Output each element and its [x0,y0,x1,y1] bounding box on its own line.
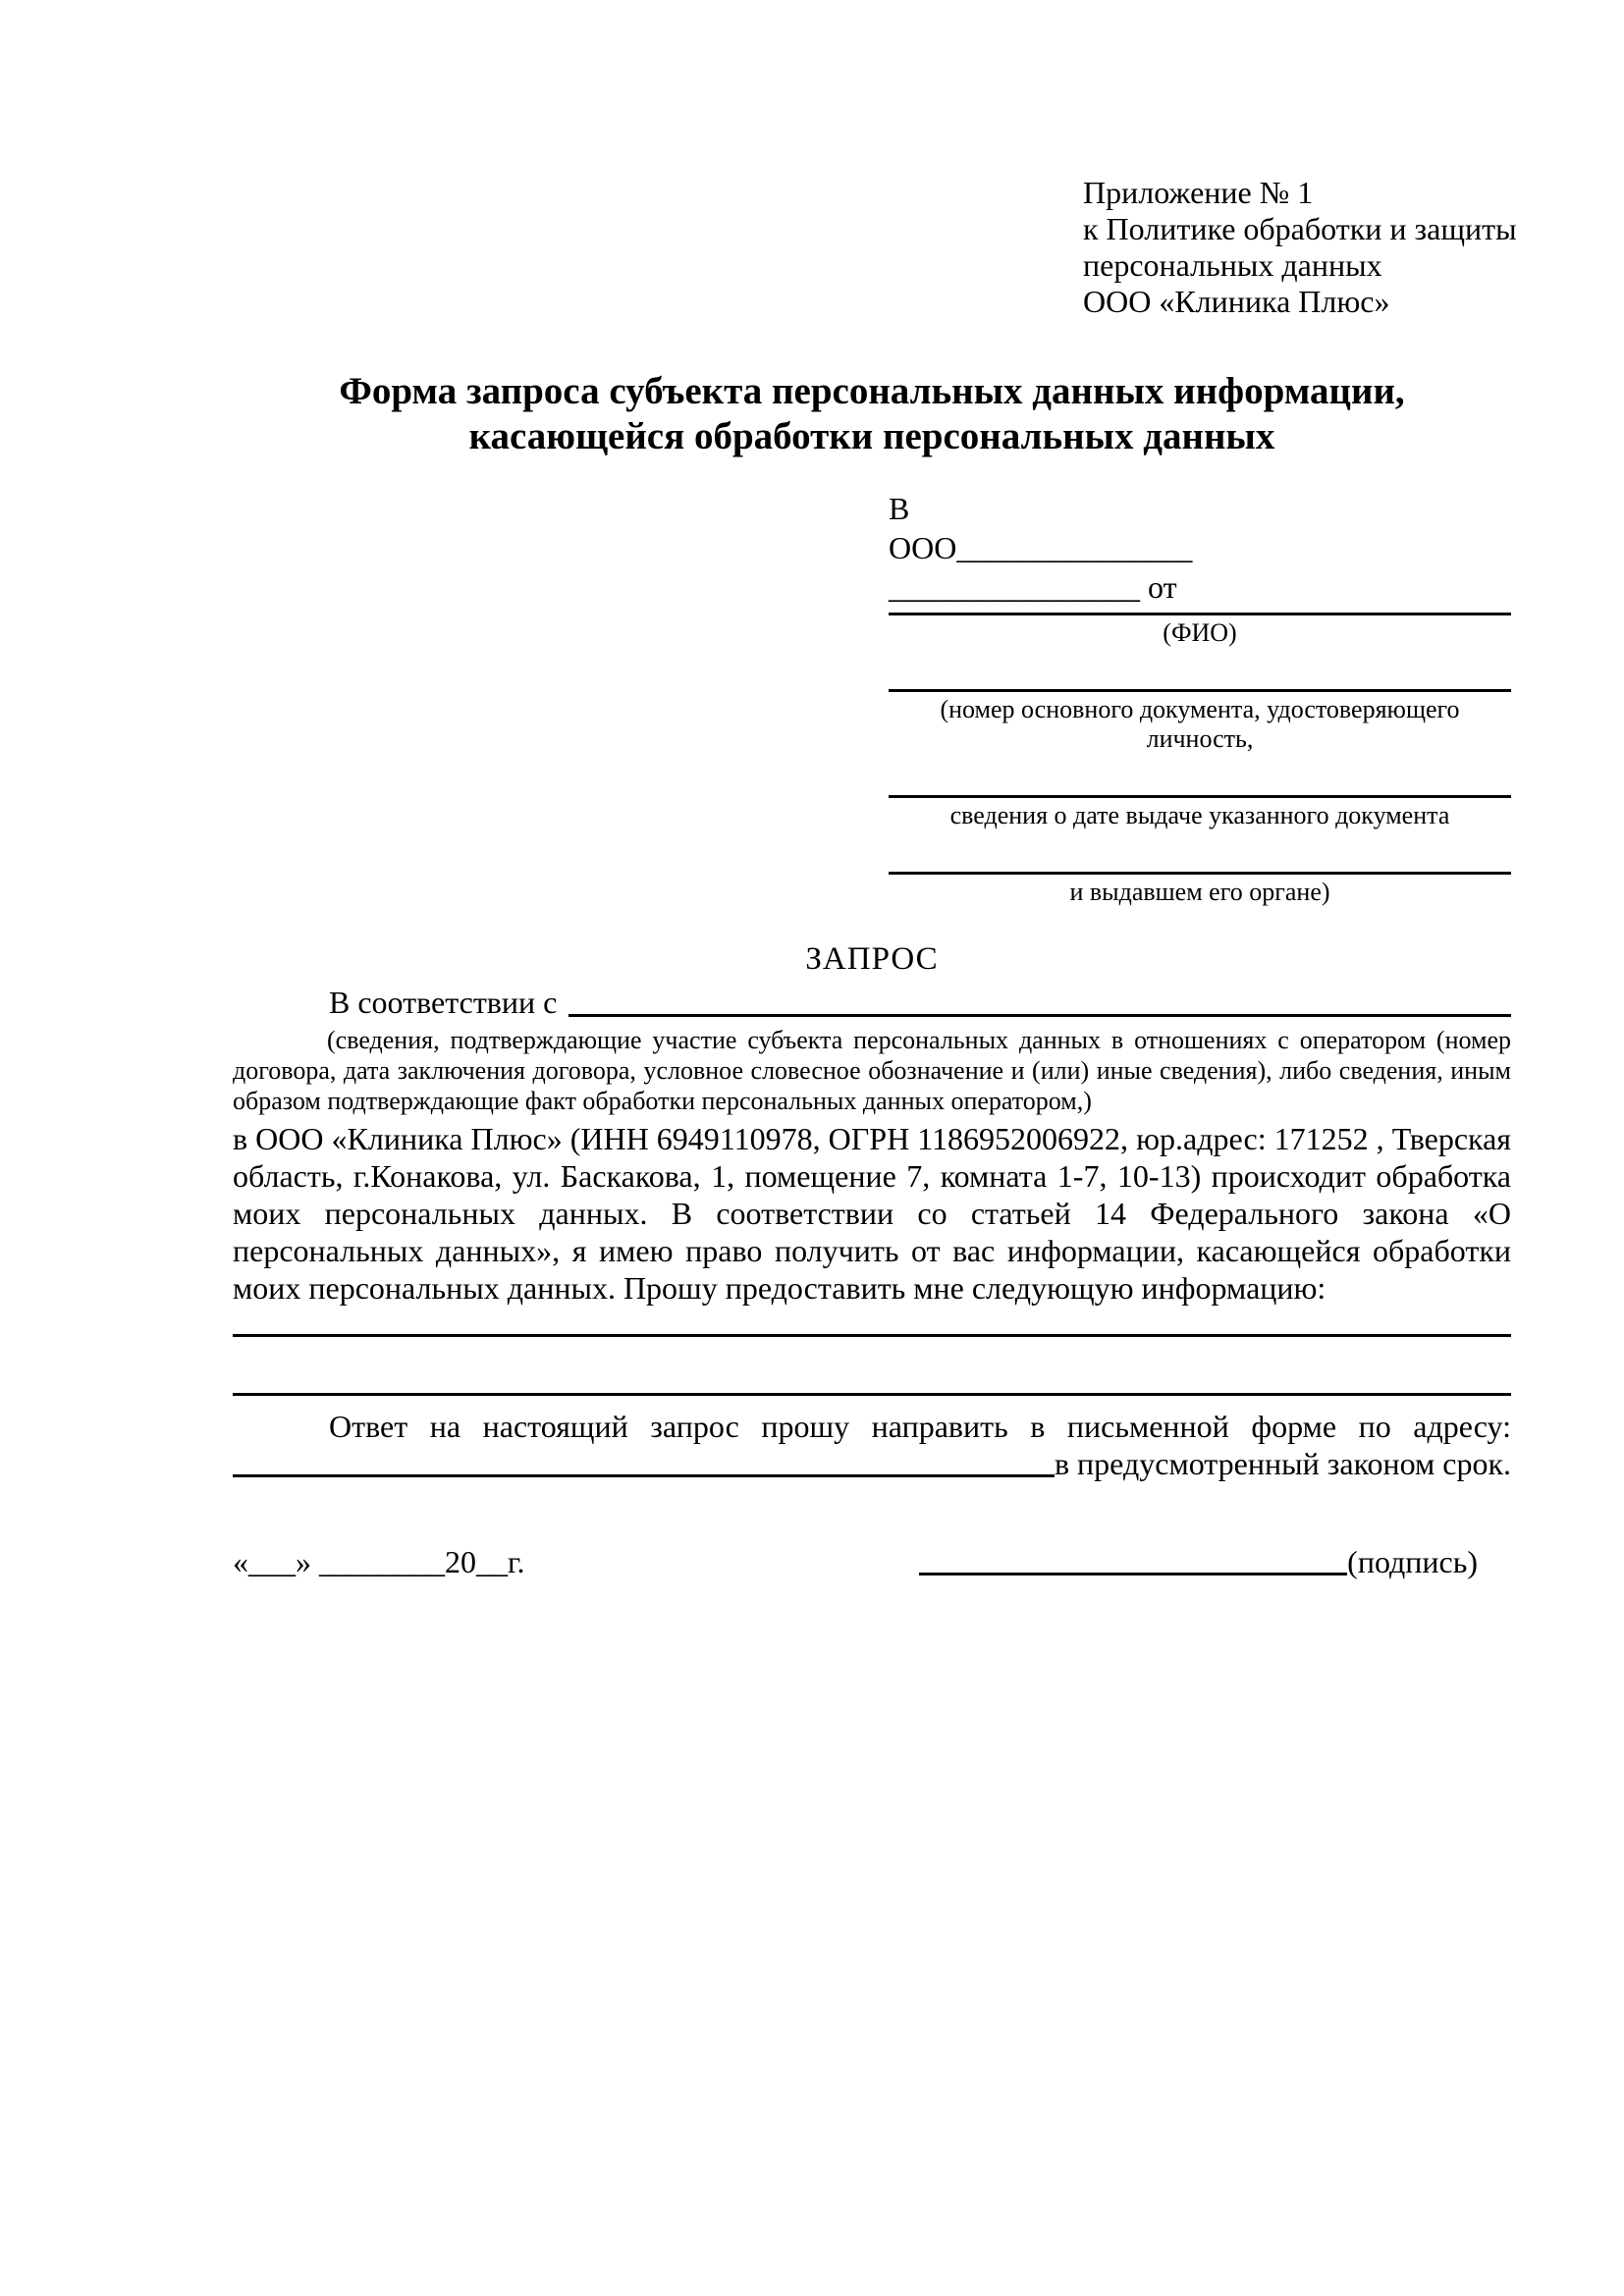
addressee-from-blank: ________________ от [889,569,1177,605]
issue-date-field [889,795,1511,830]
date-signature-row [233,1543,1511,1580]
appendix-line-2: к Политике обработки и защиты [1083,211,1517,246]
fio-field [889,613,1511,648]
appendix-header [1083,175,1517,320]
addressee-org-blank: ООО_______________ [889,530,1193,565]
accordance-blank-line [568,1014,1511,1017]
signature-caption: (подпись) [1347,1544,1478,1579]
appendix-line-4: ООО «Клиника Плюс» [1083,284,1390,319]
signature-blank-line [919,1573,1347,1575]
document-title [233,369,1511,459]
information-blank-line-2 [233,1393,1511,1396]
addressee-to-prefix: В [889,491,910,526]
information-blank-line-1 [233,1334,1511,1337]
issuing-authority-caption: и выдавшем его органе) [1069,878,1330,906]
request-body-paragraph: в ООО «Клиника Плюс» (ИНН 6949110978, ОГРН 1186952006922, юр.адрес: 171252 , Тверская область, г.Конакова, ул. Баскакова, 1, помещение 7, комната 1-7, 10-13) происходит обработка моих персональных данных. В соответствии со статьей 14 Федерального закона «О персональных данных», я имею право получить от вас информации, касающейся обработки моих персональных данных. Прошу предоставить мне следующую информацию: [233,1121,1511,1306]
address-blank-line [233,1474,1055,1477]
accordance-footnote: (сведения, подтверждающие участие субъекта персональных данных в отношениях с оператором (номер договора, дата заключения договора, условное словесное обозначение и (или) иные сведения), либо сведения, иным образом подтверждающие факт обработки персональных данных оператором,) [233,1026,1511,1115]
document-title-line-2: касающейся обработки персональных данных [468,415,1275,457]
appendix-line-1: Приложение № 1 [1083,175,1314,210]
date-blank: «___» ________20__г. [233,1544,525,1579]
addressee-block [889,489,1511,907]
reply-address-row [233,1445,1511,1482]
document-number-field [889,689,1511,754]
appendix-line-3: персональных данных [1083,247,1382,283]
reply-suffix-text: в предусмотренный законом срок. [1054,1446,1511,1481]
request-heading: ЗАПРОС [805,941,939,977]
fio-caption: (ФИО) [1163,618,1237,647]
issuing-authority-field [889,872,1511,907]
issue-date-caption: сведения о дате выдаче указанного документа [949,801,1450,829]
signature-field [919,1543,1478,1580]
accordance-lead-text: В соответствии с [329,985,558,1020]
reply-sentence: Ответ на настоящий запрос прошу направить в письменной форме по адресу: [329,1409,1511,1444]
document-title-line-1: Форма запроса субъекта персональных данных информации, [339,370,1405,412]
accordance-row [233,984,1511,1021]
document-number-caption: (номер основного документа, удостоверяющего личность, [940,695,1460,753]
